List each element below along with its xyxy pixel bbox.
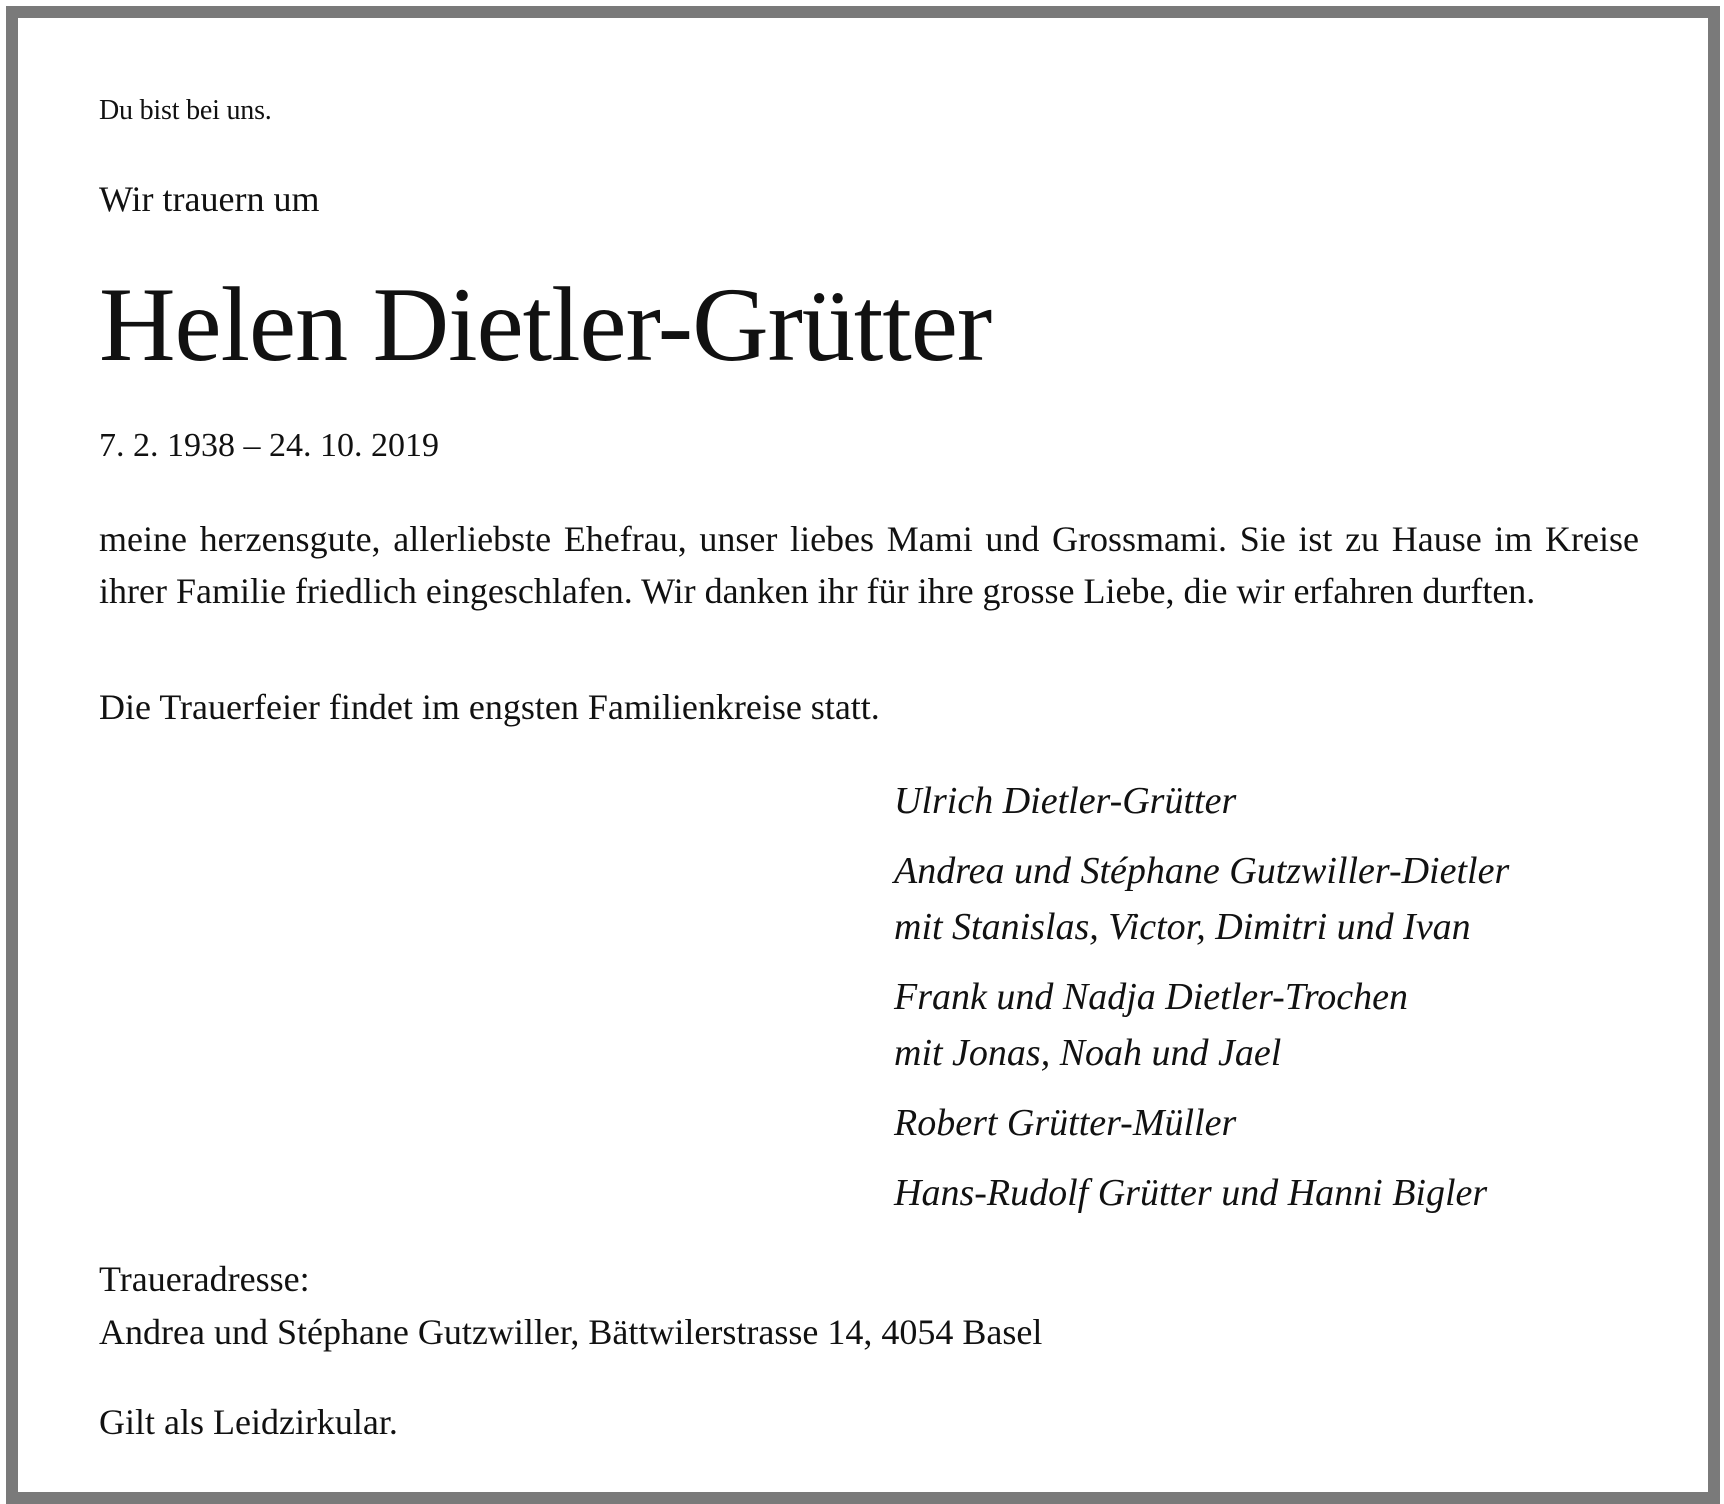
circular-note: Gilt als Leidzirkular.	[99, 1402, 398, 1442]
address-label: Traueradresse:	[99, 1259, 310, 1299]
mourner-entry	[894, 843, 1509, 955]
mourner-line: Ulrich Dietler-Grütter	[894, 780, 1237, 822]
mourner-entry	[894, 1095, 1509, 1151]
mourner-line: Hans-Rudolf Grütter und Hanni Bigler	[894, 1172, 1488, 1214]
mourner-entry	[894, 969, 1509, 1081]
intro-text: Wir trauern um	[99, 179, 320, 219]
obituary-frame	[6, 6, 1720, 1504]
mourner-line: Frank und Nadja Dietler-Trochen	[894, 976, 1408, 1018]
motto-text: Du bist bei uns.	[99, 95, 272, 126]
mourner-entry	[894, 1165, 1509, 1221]
mourner-line: mit Stanislas, Victor, Dimitri und Ivan	[894, 906, 1471, 948]
mourner-line: Andrea und Stéphane Gutzwiller-Dietler	[894, 850, 1510, 892]
ceremony-note: Die Trauerfeier findet im engsten Familienkreise statt.	[99, 687, 880, 727]
mourner-line: Robert Grütter-Müller	[894, 1102, 1237, 1144]
life-dates: 7. 2. 1938 – 24. 10. 2019	[99, 427, 439, 464]
mourners-list	[894, 773, 1509, 1235]
mourner-line: mit Jonas, Noah und Jael	[894, 1032, 1282, 1074]
obituary-body: meine herzensgute, allerliebste Ehefrau, unser liebes Mami und Grossmami. Sie ist zu Hause im Kreise ihrer Familie friedlich eingeschlafen. Wir danken ihr für ihre grosse Liebe, die wir erfahren durften.	[99, 519, 1639, 611]
address-value: Andrea und Stéphane Gutzwiller, Bättwilerstrasse 14, 4054 Basel	[99, 1312, 1043, 1352]
mourner-entry	[894, 773, 1509, 829]
deceased-name: Helen Dietler-Grütter	[99, 266, 992, 383]
